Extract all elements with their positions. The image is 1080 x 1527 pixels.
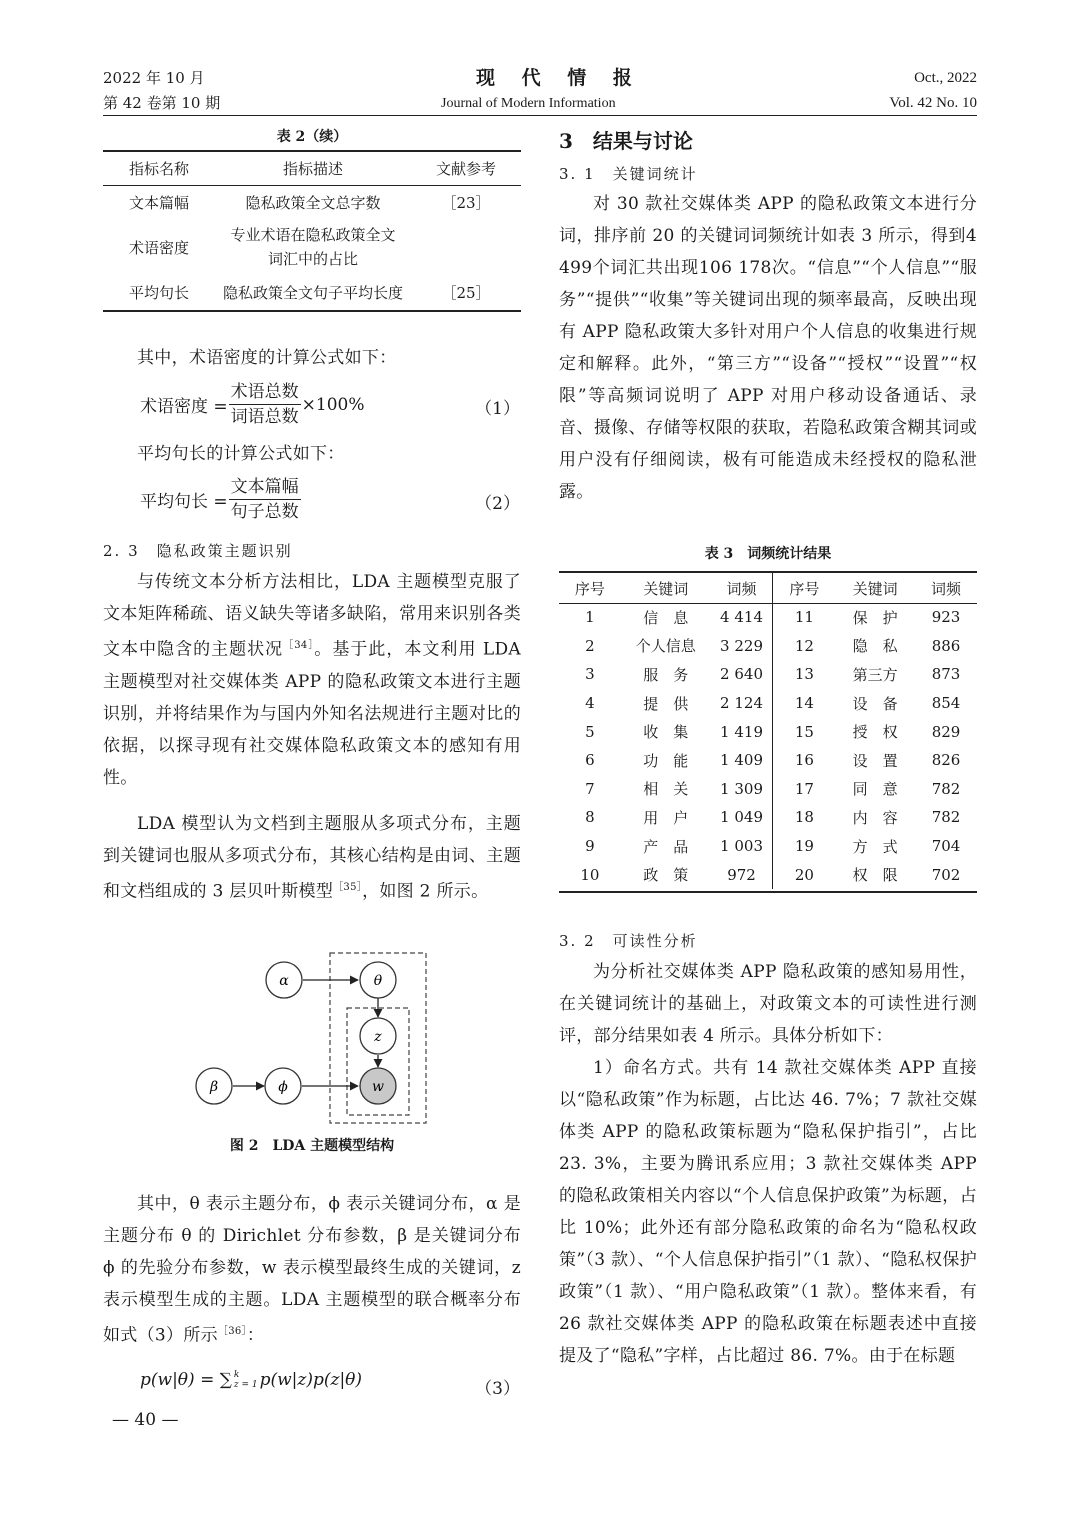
table-row [559, 775, 977, 804]
paragraph-naming [559, 1052, 977, 1372]
table3-header-cell: 序号 [574, 579, 605, 598]
paragraph-lda-model [103, 808, 521, 908]
table3-cell: 隐 私 [852, 637, 898, 656]
table2-desc-line: 专业术语在隐私政策全文 [230, 226, 396, 244]
paragraph-lda-params [103, 1188, 521, 1352]
formula-1 [140, 380, 365, 429]
table3-cell: 923 [931, 608, 961, 627]
table3-cell: 权 限 [852, 866, 898, 885]
intro-sentence-length [103, 438, 521, 470]
journal-title-cn: 现 代 情 报 [476, 67, 642, 89]
table3-cell: 信 息 [643, 608, 689, 627]
table2-header-ref: 文献参考 [435, 160, 496, 178]
table3-cell: 10 [580, 865, 600, 884]
paragraph-lda-intro [103, 566, 521, 794]
table3-cell: 产 品 [643, 837, 689, 856]
table3-cell: 704 [931, 837, 961, 856]
z-node [360, 1018, 396, 1054]
alpha-node [266, 962, 302, 998]
table3-cell: 16 [794, 751, 814, 770]
table-row [103, 275, 521, 309]
formula-2-number: （2） [475, 494, 520, 514]
paragraph-lda-params-tail: ： [246, 1325, 265, 1346]
paragraph-keyword-stats [559, 188, 977, 508]
formula-2-lhs: 平均句长 = [140, 492, 228, 512]
table3-cell: 7 [585, 779, 595, 798]
table-row [559, 860, 977, 889]
header-rule [103, 115, 977, 116]
table3-cell: 972 [711, 860, 773, 889]
paragraph-readability [559, 956, 977, 1052]
table2-cell: ［23］ [441, 193, 491, 212]
table3-cell: 1 049 [711, 803, 773, 832]
paragraph-lda-model-tail: ，如图 2 所示。 [362, 881, 489, 902]
header-date-en: Oct., 2022 [914, 70, 977, 86]
table3-cell: 设 置 [852, 751, 898, 770]
table3-cell: 4 [585, 694, 595, 713]
table3-cell: 8 [585, 808, 595, 827]
citation-34: ［34］ [283, 640, 315, 651]
table3-cell: 1 409 [711, 746, 773, 775]
paragraph-keyword-stats-text: 对 30 款社交媒体类 APP 的隐私政策文本进行分词，排序前 20 的关键词词频统计如表 3 所示，得到4 499个词汇共出现106 178次。“信息”“个人信息”“服务”“提供”“收集”等关键词出现的频率最高，反映出现有 APP 隐私政策大多针对用户个人信息的收集进行规定和解释。此外，“第三方”“设备”“授权”“设置”“权限”等高频词说明了 APP 对用户移动设备通话、录音、摄像、存储等权限的获取，若隐私政策含糊其词或用户没有仔细阅读，极有可能造成未经授权的隐私泄露。 [559, 194, 977, 502]
table3-cell: 2 124 [711, 689, 773, 718]
table3-cell: 个人信息 [635, 637, 696, 656]
table3-cell: 3 [585, 665, 595, 684]
table2-cell: 平均句长 [128, 283, 189, 302]
table3-cell: 11 [794, 608, 814, 627]
table3-caption: 表 3 词频统计结果 [704, 546, 832, 562]
table3-cell: 保 护 [852, 608, 898, 627]
table3-cell: 政 策 [643, 866, 689, 885]
page-number: — 40 — [112, 1410, 179, 1430]
svg-text:w: w [372, 1079, 384, 1095]
table3-cell: 用 户 [643, 808, 689, 827]
table3-cell: 5 [585, 722, 595, 741]
table3-cell: 18 [794, 808, 814, 827]
table3-cell: 提 供 [643, 694, 689, 713]
table-row [559, 803, 977, 832]
table3-cell: 13 [794, 665, 814, 684]
table3-cell: 20 [794, 865, 814, 884]
table3-cell: 9 [585, 837, 595, 856]
citation-35: ［35］ [333, 882, 363, 893]
table3-cell: 服 务 [643, 665, 689, 684]
table3-cell: 826 [931, 751, 961, 770]
table3-cell: 782 [931, 779, 961, 798]
formula-1-tail: ×100% [301, 394, 365, 415]
formula-2-fraction [229, 475, 301, 524]
table3-cell: 1 [585, 608, 595, 627]
formula-1-numerator: 术语总数 [229, 380, 301, 405]
table3-cell: 第三方 [852, 665, 898, 684]
beta-node [196, 1068, 232, 1104]
table3-cell: 1 309 [711, 775, 773, 804]
citation-36: ［36］ [217, 1326, 247, 1337]
table2-desc-line: 词汇中的占比 [267, 250, 358, 268]
table3-cell: 702 [931, 865, 961, 884]
table2-cell: 隐私政策全文句子平均长度 [222, 283, 403, 302]
table3-cell: 授 权 [852, 723, 898, 742]
formula-3-upper: k [233, 1370, 240, 1380]
table3-cell: 方 式 [852, 837, 898, 856]
section-3-heading: 3 结果与讨论 [559, 129, 693, 153]
formula-3-number: （3） [475, 1379, 520, 1399]
svg-text:β: β [209, 1079, 219, 1095]
header-volume-cn: 第 42 卷第 10 期 [103, 94, 221, 112]
lda-model-figure [190, 950, 440, 1130]
formula-2-numerator: 文本篇幅 [229, 475, 301, 500]
table2-cell: 术语密度 [128, 238, 189, 257]
table3-cell: 功 能 [643, 751, 689, 770]
table3-header-cell: 序号 [789, 579, 820, 598]
formula-1-fraction [229, 380, 301, 429]
table3-cell: 15 [794, 722, 814, 741]
header-date-cn: 2022 年 10 月 [103, 69, 205, 87]
table2-cell: 文本篇幅 [128, 193, 189, 212]
table-row [559, 603, 977, 632]
intro-term-density-text: 其中，术语密度的计算公式如下： [137, 348, 397, 368]
formula-1-denominator: 词语总数 [230, 407, 299, 427]
table3-cell: 854 [931, 694, 961, 713]
table3-cell: 19 [794, 837, 814, 856]
table2-caption: 表 2（续） [276, 129, 348, 145]
section-2-3-heading: 2. 3 隐私政策主题识别 [103, 542, 293, 560]
paragraph-lda-intro-text: 与传统文本分析方法相比，LDA 主题模型克服了文本矩阵稀疏、语义缺失等诸多缺陷，常用来识别各类文本中隐含的主题状况 [103, 572, 521, 660]
table2-cell: ［25］ [441, 283, 491, 302]
table-row [103, 219, 521, 275]
formula-1-number: （1） [475, 399, 520, 419]
journal-title-en: Journal of Modern Information [441, 96, 616, 111]
svg-text:z: z [374, 1029, 382, 1045]
phi-node [265, 1068, 301, 1104]
paragraph-lda-params-text: 其中，θ 表示主题分布，ϕ 表示关键词分布，α 是主题分布 θ 的 Dirichlet 分布参数，β 是关键词分布 ϕ 的先验分布参数，w 表示模型最终生成的关键词，z 表示模型生成的主题。LDA 主题模型的联合概率分布如式（3）所示 [103, 1194, 521, 1346]
formula-3 [140, 1370, 362, 1390]
formula-3-lower: z = 1 [233, 1380, 258, 1390]
table3-cell: 12 [794, 636, 814, 655]
figure-2-caption: 图 2 LDA 主题模型结构 [229, 1138, 395, 1154]
section-3-1-heading: 3. 1 关键词统计 [559, 165, 698, 183]
table2-header-row [103, 152, 521, 185]
table3-header-cell: 关键词 [643, 579, 689, 598]
table3-cell: 相 关 [643, 780, 689, 799]
table3-header-cell: 词频 [711, 573, 773, 603]
table3-cell: 14 [794, 694, 814, 713]
table3-cell: 6 [585, 751, 595, 770]
table3-cell: 782 [931, 808, 961, 827]
table-row [559, 632, 977, 661]
table3-cell: 17 [794, 779, 814, 798]
table-row [559, 746, 977, 775]
table-row [103, 185, 521, 219]
header-volume-en: Vol. 42 No. 10 [889, 95, 977, 111]
table-row [559, 717, 977, 746]
table3-header-row [559, 573, 977, 603]
table3-cell: 1 003 [711, 832, 773, 861]
table3-cell: 收 集 [643, 723, 689, 742]
table2-cell [411, 219, 521, 275]
paragraph-readability-text: 为分析社交媒体类 APP 隐私政策的感知易用性，在关键词统计的基础上，对政策文本的可读性进行测评，部分结果如表 4 所示。具体分析如下： [559, 962, 977, 1046]
table3-header-cell: 词频 [931, 579, 962, 598]
theta-node [360, 962, 396, 998]
intro-term-density [103, 342, 521, 374]
table3-cell: 4 414 [711, 603, 773, 632]
formula-3-limits [234, 1370, 258, 1390]
section-3-2-heading: 3. 2 可读性分析 [559, 932, 698, 950]
table3-cell: 3 229 [711, 632, 773, 661]
table3-cell: 2 [585, 636, 595, 655]
formula-1-lhs: 术语密度 = [140, 397, 228, 417]
table2-cell [215, 219, 411, 275]
svg-text:θ: θ [373, 973, 383, 989]
table3-cell: 同 意 [852, 780, 898, 799]
svg-text:ϕ: ϕ [278, 1079, 288, 1095]
table3-cell: 1 419 [711, 717, 773, 746]
table2-header-name: 指标名称 [128, 160, 189, 178]
table3-cell: 2 640 [711, 660, 773, 689]
formula-3-rhs: p(w|z)p(z|θ) [259, 1370, 363, 1390]
intro-sentence-length-text: 平均句长的计算公式如下： [137, 444, 345, 464]
table-row [559, 689, 977, 718]
table3-cell: 设 备 [852, 694, 898, 713]
paragraph-naming-text: 1）命名方式。共有 14 款社交媒体类 APP 直接以“隐私政策”作为标题，占比达 46. 7%；7 款社交媒体类 APP 的隐私政策标题为“隐私保护指引”，占比 23. 3%，主要为腾讯系应用；3 款社交媒体类 APP 的隐私政策相关内容以“个人信息保护政策”为标题，占比 10%；此外还有部分隐私政策的命名为“隐私权政策”（3 款）、“个人信息保护指引”（1 款）、“隐私权保护政策”（1 款）、“用户隐私政策”（1 款）。整体来看，有 26 款社交媒体类 APP 的隐私政策在标题表述中直接提及了“隐私”字样，占比超过 86. 7%。由于在标题 [559, 1058, 977, 1366]
w-node [360, 1068, 396, 1104]
table3-cell: 886 [931, 636, 961, 655]
paragraph-lda-model-text: LDA 模型认为文档到主题服从多项式分布，主题到关键词也服从多项式分布，其核心结构是由词、主题和文档组成的 3 层贝叶斯模型 [103, 814, 521, 902]
svg-text:α: α [279, 973, 289, 989]
formula-2-denominator: 句子总数 [230, 502, 299, 522]
table2-header-desc: 指标描述 [282, 160, 343, 178]
table2-cell: 隐私政策全文总字数 [245, 193, 381, 212]
formula-3-lhs: p(w|θ) = ∑ [140, 1370, 232, 1390]
table3-cell: 829 [931, 722, 961, 741]
paragraph-lda-intro-tail: 。基于此，本文利用 LDA 主题模型对社交媒体类 APP 的隐私政策文本进行主题识别，并将结果作为与国内外知名法规进行主题对比的依据，以探寻现有社交媒体隐私政策文本的感知有用性。 [103, 639, 521, 788]
table3-cell: 873 [931, 665, 961, 684]
table3-header-cell: 关键词 [852, 579, 898, 598]
table3-cell: 内 容 [852, 808, 898, 827]
formula-2 [140, 475, 302, 524]
table-row [559, 832, 977, 861]
table-row [559, 660, 977, 689]
